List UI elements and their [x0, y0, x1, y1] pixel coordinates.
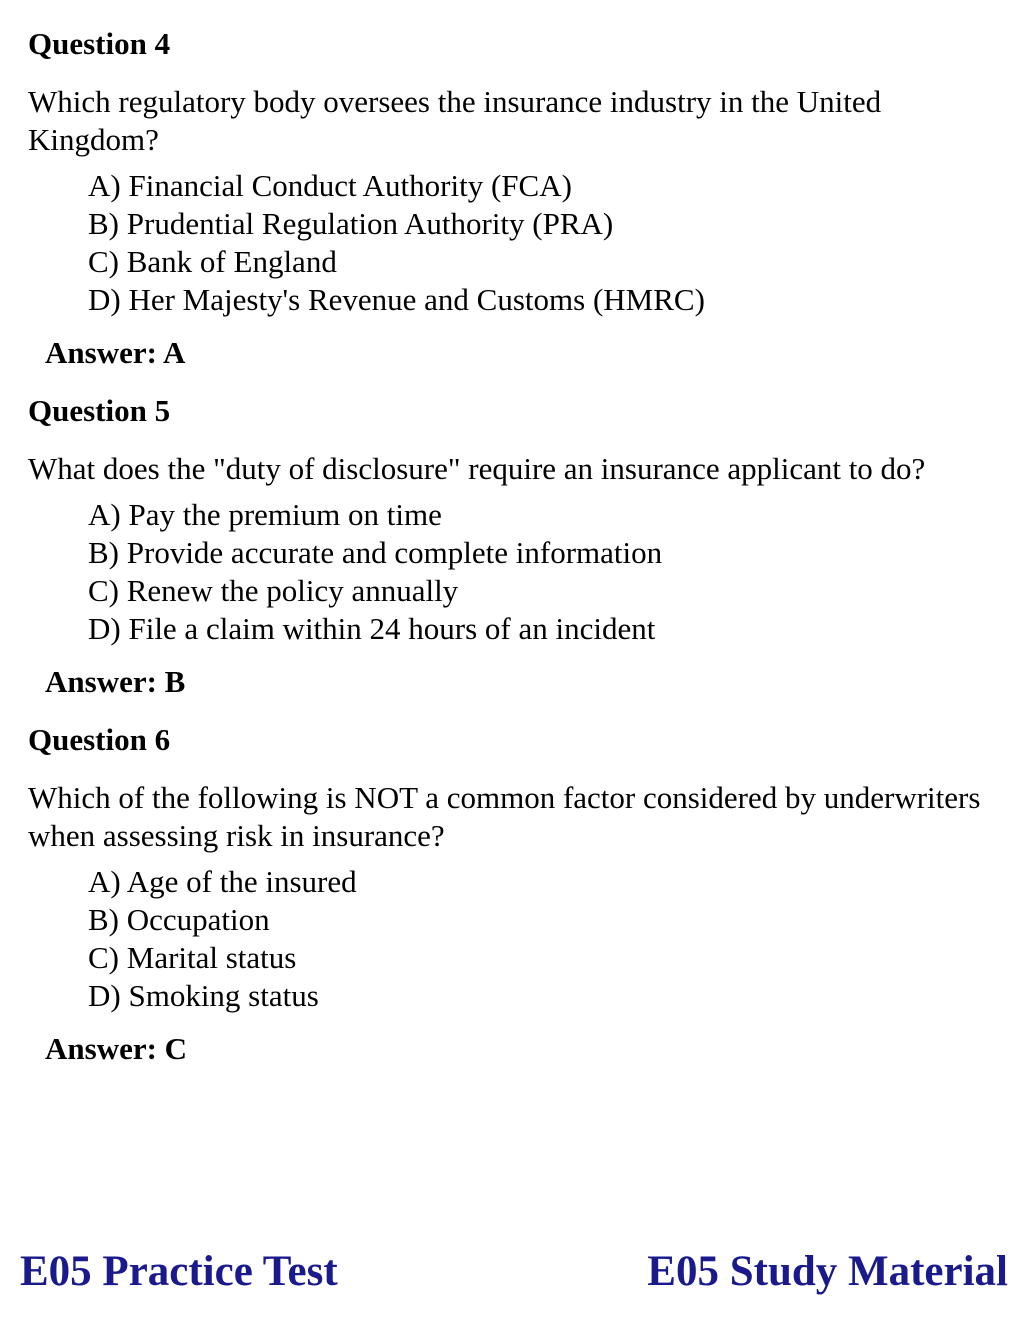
option-b: B) Occupation	[88, 902, 270, 937]
option-c: C) Marital status	[88, 940, 297, 975]
answer-text: Answer: B	[45, 664, 186, 699]
option-d: D) File a claim within 24 hours of an incident	[88, 611, 656, 646]
option-c: C) Renew the policy annually	[88, 573, 459, 608]
practice-test-link[interactable]: E05 Practice Test	[20, 1248, 338, 1295]
option-c: C) Bank of England	[88, 244, 337, 279]
question-title: Question 5	[28, 393, 171, 428]
option-b: B) Prudential Regulation Authority (PRA)	[88, 206, 614, 241]
question-text: Which of the following is NOT a common factor considered by underwriters when assessing risk in insurance?	[28, 780, 981, 853]
question-block-4	[28, 24, 1008, 373]
document-body	[28, 24, 1008, 1087]
option-d: D) Her Majesty's Revenue and Customs (HMRC)	[88, 282, 705, 317]
option-d: D) Smoking status	[88, 978, 319, 1013]
question-text: Which regulatory body oversees the insurance industry in the United Kingdom?	[28, 84, 882, 157]
option-a: A) Financial Conduct Authority (FCA)	[88, 168, 572, 203]
answer-text: Answer: C	[45, 1031, 188, 1066]
study-material-link[interactable]: E05 Study Material	[647, 1248, 1008, 1295]
option-a: A) Pay the premium on time	[88, 497, 442, 532]
question-title: Question 4	[28, 26, 171, 61]
option-b: B) Provide accurate and complete information	[88, 535, 663, 570]
answer-text: Answer: A	[45, 335, 186, 370]
question-block-5	[28, 391, 1008, 702]
option-list	[88, 496, 1008, 648]
option-list	[88, 863, 1008, 1015]
question-block-6	[28, 720, 1008, 1069]
question-text: What does the "duty of disclosure" require an insurance applicant to do?	[28, 451, 926, 486]
question-title: Question 6	[28, 722, 171, 757]
option-list	[88, 167, 1008, 319]
option-a: A) Age of the insured	[88, 864, 357, 899]
